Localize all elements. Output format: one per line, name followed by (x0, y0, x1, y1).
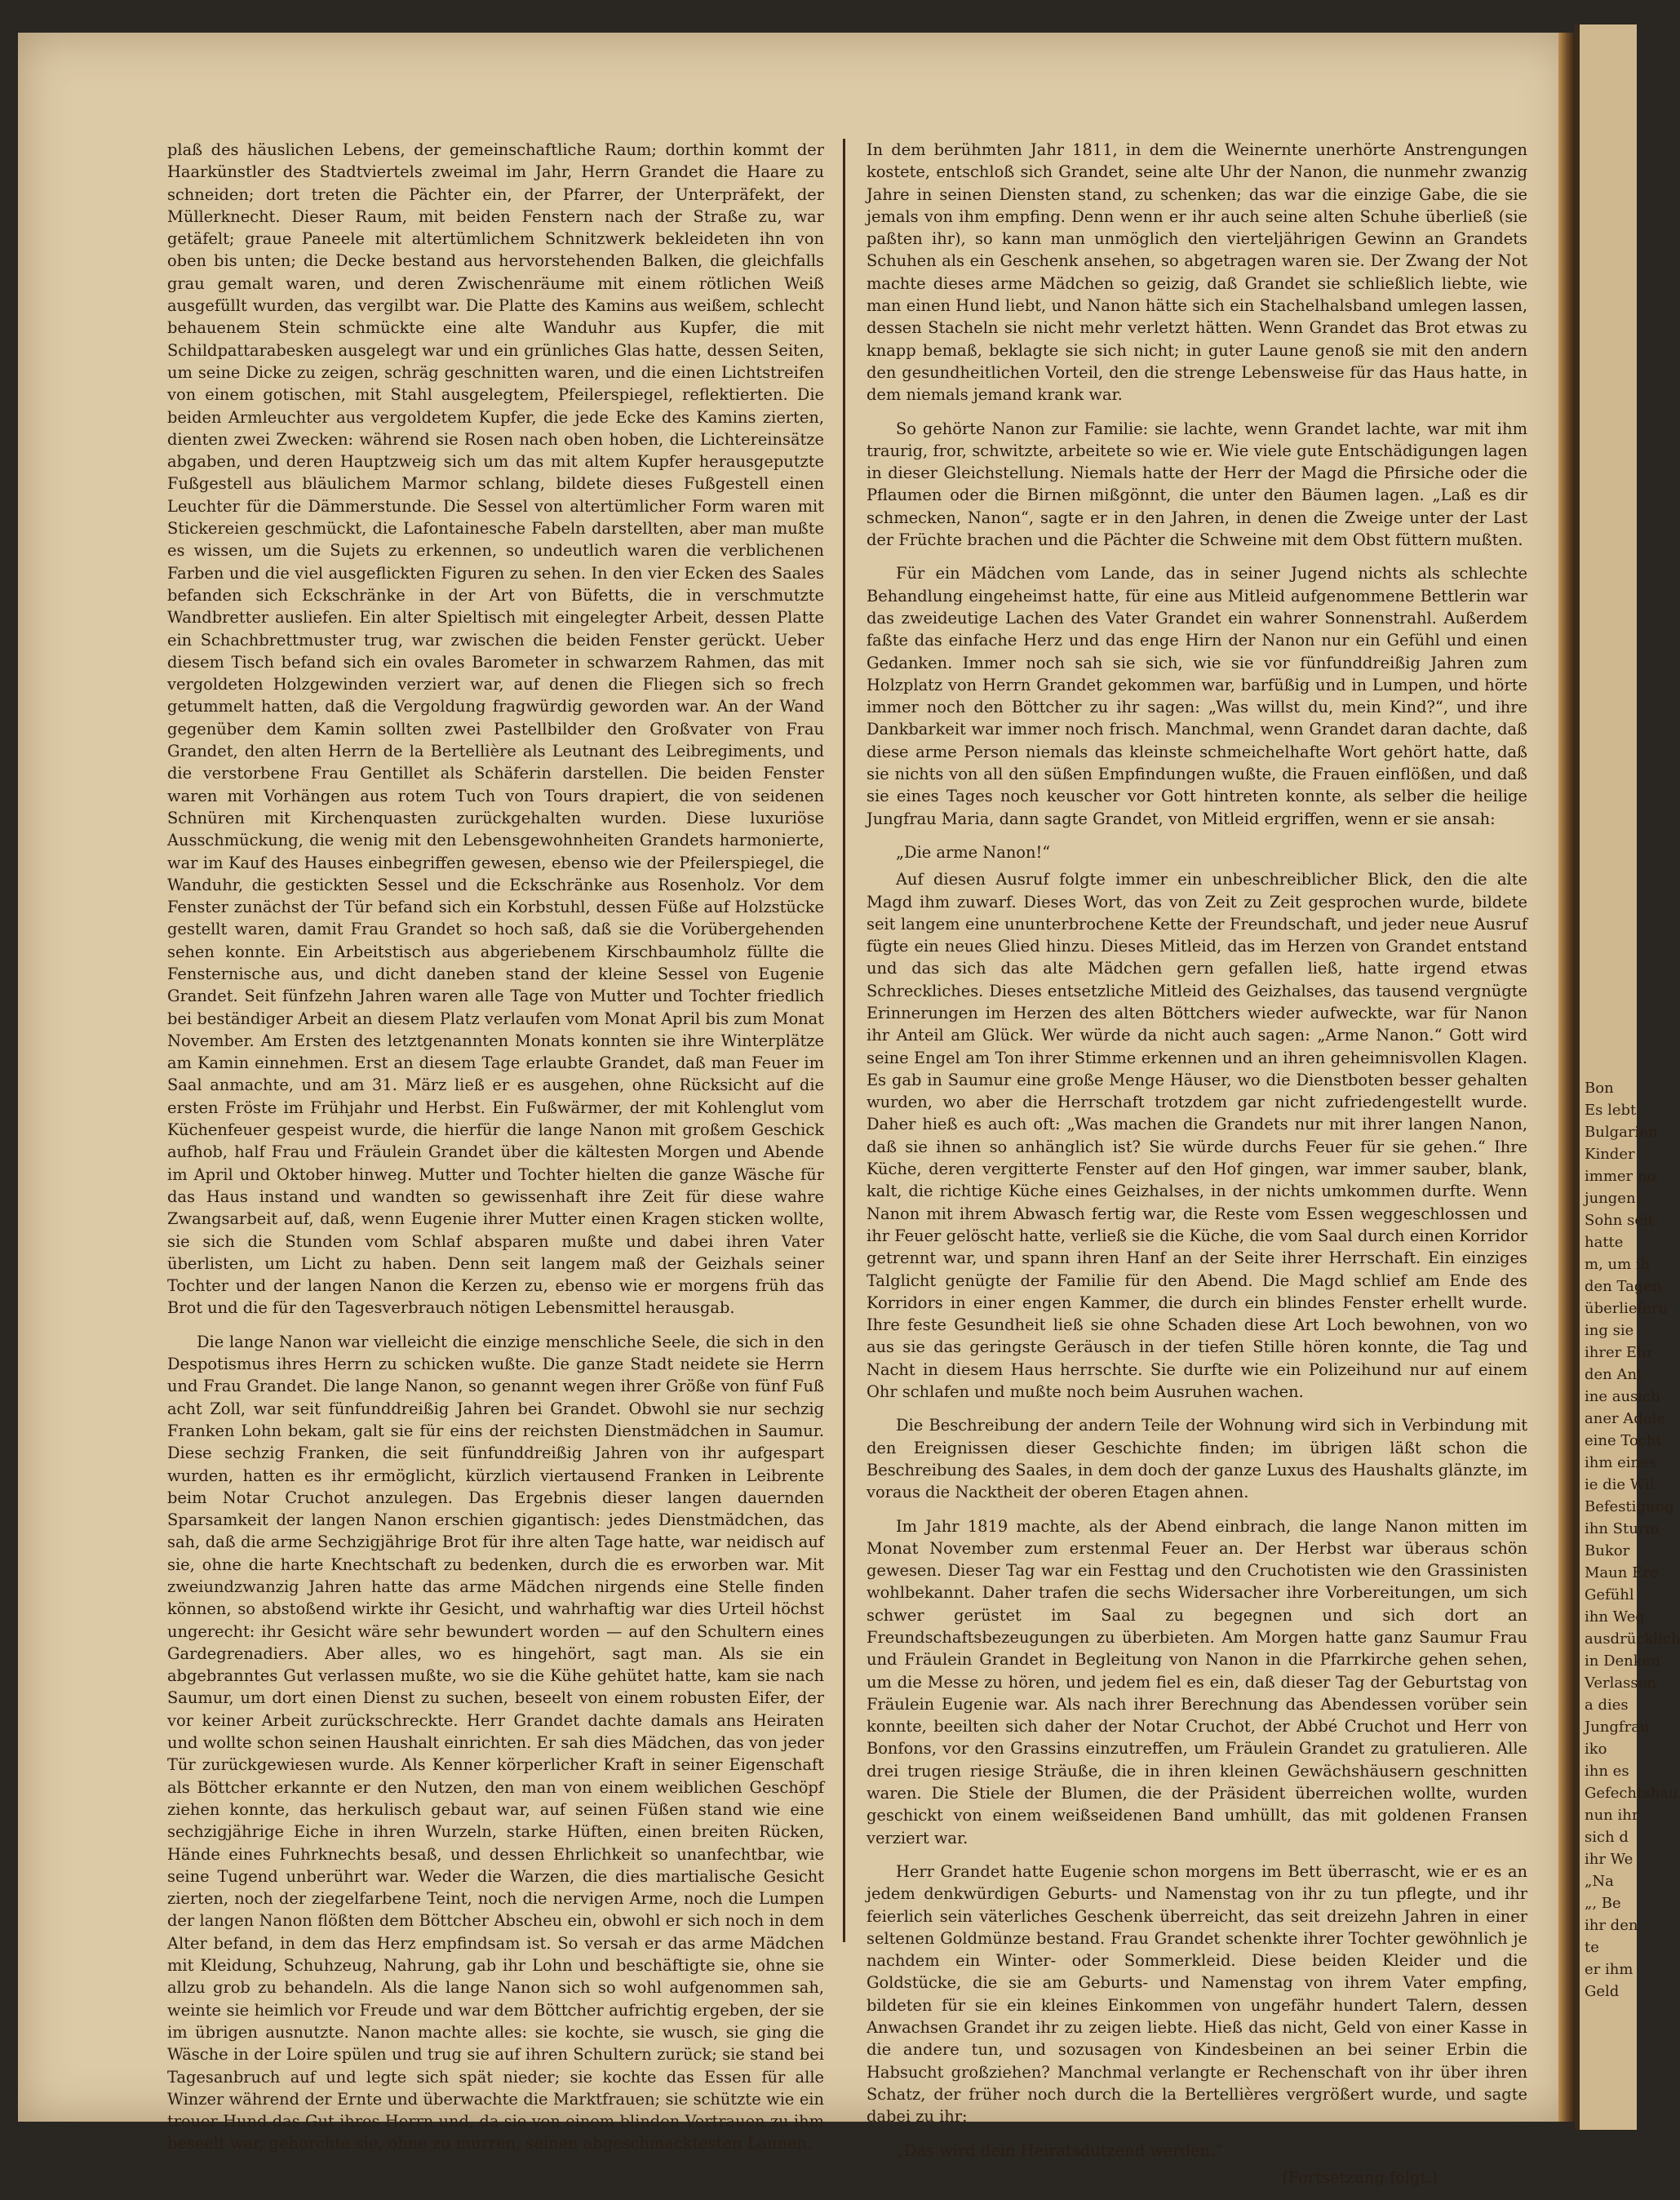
quote-arme-nanon: „Die arme Nanon!“ (896, 842, 1051, 862)
adjacent-page-fragment: Es lebt (1585, 1102, 1637, 1119)
right-paragraph-2: So gehörte Nanon zur Familie: sie lachte, wenn Grandet lachte, war mit ihm traurig, fror, schwitzte, arbeitete so wie er. Wie viele gute Entschädigungen lagen in dieser Gleichstellung. Niemals hatte der Herr der Magd die Pfirsiche oder die Pflaumen oder die Birnen mißgönnt, die unter den Bäumen lagen. „Laß es dir schmecken, Nanon“, sagte er in den Jahren, in denen die Zweige unter der Last der Früchte brachen und die Pächter die Schweine mit dem Obst füttern mußten. (867, 419, 1527, 550)
adjacent-page-fragment: ihn Sturm (1585, 1520, 1660, 1537)
adjacent-page-fragment: überlieferu (1585, 1300, 1669, 1317)
left-paragraph-2: Die lange Nanon war vielleicht die einzige menschliche Seele, die sich in den Despotismus ihres Herrn zu schicken wußte. Die ganze Stadt neidete sie Herrn und Frau Grandet. Die lange Nanon, so genannt wegen ihrer Größe von fünf Fuß acht Zoll, war seit fünfunddreißig Jahren bei Grandet. Obwohl sie nur sechzig Franken Lohn bekam, galt sie für eins der reichsten Dienstmädchen in Saumur. Diese sechzig Franken, die seit fünfunddreißig Jahren von ihr aufgespart wurden, hatten es ihr ermöglicht, kürzlich viertausend Franken in Leibrente beim Notar Cruchot anzulegen. Das Ergebnis dieser langen dauernden Sparsamkeit der langen Nanon erschien gigantisch: jedes Dienstmädchen, das sah, daß die arme Sechzigjährige Brot für ihre alten Tage hatte, war neidisch auf sie, ohne die harte Knechtschaft zu bedenken, durch die es erworben war. Mit zweiundzwanzig Jahren hatte das arme Mädchen nirgends eine Stelle finden können, so abstoßend wirkte ihr Gesicht, und wahrhaftig war dies Urteil höchst ungerecht: ihr Gesicht wäre sehr bewundert worden — auf den Schultern eines Gardegrenadiers. Aber alles, wo es hingehört, sagt man. Als sie ein abgebranntes Gut verlassen mußte, wo sie die Kühe gehütet hatte, kam sie nach Saumur, um dort einen Dienst zu suchen, beseelt von einem robusten Eifer, der vor keiner Arbeit zurückschreckte. Herr Grandet dachte damals ans Heiraten und wollte schon seinen Haushalt einrichten. Er sah dies Mädchen, das von jeder Tür zurückgewiesen wurde. Als Kenner körperlicher Kraft in seiner Eigenschaft als Böttcher erkannte er den Nutzen, den man von einem weiblichen Geschöpf ziehen konnte, das herkulisch gebaut war, auf seinen Füßen stand wie eine sechzigjährige Eiche in ihren Wurzeln, starke Hüften, einen breiten Rücken, Hände eines Fuhrknechts besaß, und dessen Ehrlichkeit so unanfechtbar, wie seine Tugend unberührt war. Weder die Warzen, die dies martialische Gesicht zierten, noch der ziegelfarbene Teint, noch die nervigen Arme, noch die Lumpen der langen Nanon flößten dem Böttcher Abscheu ein, obwohl er sich noch in dem Alter befand, in dem das Herz empfindsam ist. So versah er das arme Mädchen mit Kleidung, Schuhzeug, Nahrung, gab ihr Lohn und beschäftigte sie, ohne sie allzu grob zu behandeln. Als die lange Nanon sich so wohl aufgenommen sah, weinte sie heimlich vor Freude und war dem Böttcher aufrichtig ergeben, der sie im übrigen ausnutzte. Nanon machte alles: sie kochte, sie wusch, sie ging die Wäsche in der Loire spülen und trug sie auf ihren Schultern zurück; sie stand bei Tagesanbruch auf und legte sich spät nieder; sie kochte das Essen für alle Winzer während der Ernte und überwachte die Marktfrauen; sie schützte wie ein treuer Hund das Gut ihres Herrn und, da sie von einem blinden Vertrauen zu ihm beseelt war, gehorchte sie, ohne zu murren, seinen abgeschmacktesten Launen. (167, 1332, 824, 2153)
adjacent-page-fragment: sich d (1585, 1829, 1629, 1846)
column-divider (843, 139, 845, 1942)
adjacent-page-fragment: er ihm (1585, 1961, 1633, 1978)
adjacent-page-fragment: Sohn seit (1585, 1212, 1654, 1229)
left-column (167, 139, 824, 2167)
adjacent-page-fragment: „Na (1585, 1873, 1614, 1890)
adjacent-page-fragment: ihn es (1585, 1763, 1629, 1780)
adjacent-page-fragment: in Denken (1585, 1652, 1660, 1670)
adjacent-page-fragment: aner Adele (1585, 1410, 1665, 1427)
book-binding (1558, 33, 1576, 2122)
adjacent-page-fragment: ihn Weg (1585, 1608, 1645, 1626)
adjacent-page-fragment: Kinder (1585, 1146, 1635, 1163)
quote-heiratsdutzend: „Das wird dein Heiratsdutzend werden.“ (896, 2140, 1224, 2160)
adjacent-page-fragment: ihr We (1585, 1851, 1633, 1868)
adjacent-page-fragment: ihrer Ehr (1585, 1344, 1654, 1361)
adjacent-page-fragment: Bulgarien (1585, 1124, 1658, 1141)
adjacent-page-fragment: den Tagen (1585, 1278, 1662, 1295)
right-paragraph-3: Für ein Mädchen vom Lande, das in seiner Jugend nichts als schlechte Behandlung eingeheimst hatte, für eine aus Mitleid aufgenommene Bettlerin war das zweideutige Lachen des Vater Grandet ein wahrer Sonnenstrahl. Außerdem faßte das einfache Herz und das enge Hirn der Nanon nur ein Gefühl und einen Gedanken. Immer noch sah sie sich, wie sie vor fünfunddreißig Jahren zum Holzplatz von Herrn Grandet gekommen war, barfüßig und in Lumpen, und hörte immer noch den Böttcher zu ihr sagen: „Was willst du, mein Kind?“, und ihre Dankbarkeit war immer noch frisch. Manchmal, wenn Grandet daran dachte, daß diese arme Person niemals das kleinste schmeichelhafte Wort gehört hatte, daß sie nichts von all den süßen Empfindungen wußte, die Frauen einflößen, und daß sie eines Tages noch keuscher vor Gott hintreten konnte, als selber die heilige Jungfrau Maria, dann sagte Grandet, von Mitleid ergriffen, wenn er sie ansah: (867, 564, 1527, 828)
adjacent-page-fragment: Bukor (1585, 1542, 1630, 1559)
adjacent-page-fragment: „, Be (1585, 1895, 1621, 1912)
left-paragraph-1: plaß des häuslichen Lebens, der gemeinschaftliche Raum; dorthin kommt der Haarkünstler des Stadtviertels zweimal im Jahr, Herrn Grandet die Haare zu schneiden; dort treten die Pächter ein, der Pfarrer, der Unterpräfekt, der Müllerknecht. Dieser Raum, mit beiden Fenstern nach der Straße zu, war getäfelt; graue Paneele mit altertümlichem Schnitzwerk bekleideten ihn von oben bis unten; die Decke bestand aus hervorstehenden Balken, die gleichfalls grau gemalt waren, und deren Zwischenräume mit einem rötlichen Weiß ausgefüllt wurden, das vergilbt war. Die Platte des Kamins aus weißem, schlecht behauenem Stein schmückte eine alte Wanduhr aus Kupfer, die mit Schildpattarabesken ausgelegt war und ein grünliches Glas hatte, dessen Seiten, um seine Dicke zu zeigen, schräg geschnitten waren, und die einen Lichtstreifen von einem gotischen, mit Stahl ausgelegtem, Pfeilerspiegel, reflektierten. Die beiden Armleuchter aus vergoldetem Kupfer, die jede Ecke des Kamins zierten, dienten zwei Zwecken: während sie Rosen nach oben hoben, die Lichtereinsätze abgaben, und deren Hauptzweig sich um das mit altem Kupfer herausgeputzte Fußgestell aus bläulichem Marmor schlang, bildete dieses Fußgestell einen Leuchter für die Dämmerstunde. Die Sessel von altertümlicher Form waren mit Stickereien geschmückt, die Lafontainesche Fabeln darstellten, aber man mußte es wissen, um die Sujets zu erkennen, so undeutlich waren die verblichenen Farben und die viel ausgeflickten Figuren zu sehen. In den vier Ecken des Saales befanden sich Eckschränke in der Art von Büfetts, die in verschmutzte Wandbretter ausliefen. Ein alter Spieltisch mit eingelegter Arbeit, dessen Platte ein Schachbrettmuster trug, war zwischen die beiden Fenster gerückt. Ueber diesem Tisch befand sich ein ovales Barometer in schwarzem Rahmen, das mit vergoldeten Holzgewinden verziert war, auf denen die Fliegen sich so frech getummelt hatten, daß die Vergoldung fragwürdig geworden war. An der Wand gegenüber dem Kamin sollten zwei Pastellbilder den Großvater von Frau Grandet, den alten Herrn de la Bertellière als Leutnant des Leibregiments, und die verstorbene Frau Gentillet als Schäferin darstellen. Die beiden Fenster waren mit Vorhängen aus rotem Tuch von Tours drapiert, die von seidenen Schnüren mit Kirchenquasten zurückgehalten wurden. Diese luxuriöse Ausschmückung, die wenig mit den Lebensgewohnheiten Grandets harmonierte, war im Kauf des Hauses einbegriffen gewesen, ebenso wie der Pfeilerspiegel, die Wanduhr, die gestickten Sessel und die Eckschränke aus Rosenholz. Vor dem Fenster zunächst der Tür befand sich ein Korbstuhl, dessen Füße auf Holzstücke gestellt waren, damit Frau Grandet so hoch saß, daß sie die Vorübergehenden sehen konnte. Ein Arbeitstisch aus abgeriebenem Kirschbaumholz füllte die Fensternische aus, und dicht daneben stand der kleine Sessel von Eugenie Grandet. Seit fünfzehn Jahren waren alle Tage von Mutter und Tochter friedlich bei beständiger Arbeit an diesem Platz verlaufen vom Monat April bis zum Monat November. Am Ersten des letztgenannten Monats konnten sie ihre Winterplätze am Kamin einnehmen. Erst an diesem Tage erlaubte Grandet, daß man Feuer im Saal anmachte, und am 31. März ließ er es ausgehen, ohne Rücksicht auf die ersten Fröste im Frühjahr und Herbst. Ein Fußwärmer, der mit Kohlenglut vom Küchenfeuer gespeist wurde, die hierfür die lange Nanon mit großem Geschick aufhob, half Frau und Fräulein Grandet über die kältesten Morgen und Abende im April und Oktober hinweg. Mutter und Tochter hielten die ganze Wäsche für das Haus instand und wandten so gewissenhaft ihre Zeit für diese wahre Zwangsarbeit auf, daß, wenn Eugenie ihrer Mutter einen Kragen sticken wollte, sie sich die Stunden vom Schlaf absparen mußte und dabei ihren Vater überlisten, um Licht zu haben. Denn seit langem maß der Geizhals seiner Tochter und der langen Nanon die Kerzen zu, ebenso wie er morgens früh das Brot und die für den Tagesverbrauch nötigen Lebensmittel herausgab. (167, 140, 824, 1318)
adjacent-page-fragment: Bon (1585, 1080, 1614, 1097)
adjacent-page-fragment: ie die Wil (1585, 1476, 1655, 1493)
adjacent-page-fragment: hatte (1585, 1234, 1624, 1251)
adjacent-page-fragment: te (1585, 1939, 1599, 1956)
adjacent-page-fragment: nun ihr (1585, 1807, 1639, 1824)
adjacent-page-fragment: Befestigung (1585, 1498, 1674, 1515)
adjacent-page-fragment: den Ant (1585, 1366, 1643, 1383)
adjacent-page-fragment: ausdrücklich (1585, 1630, 1680, 1648)
adjacent-page-fragment: eine Tocht (1585, 1432, 1662, 1449)
right-column (867, 139, 1527, 2200)
adjacent-page-fragment: iko (1585, 1741, 1607, 1758)
adjacent-page-fragment: Jungfrau (1585, 1719, 1650, 1736)
adjacent-page-fragment: ine ausich (1585, 1388, 1660, 1405)
adjacent-page-fragments (1580, 1077, 1680, 2003)
continuation-note: (Fortsetzung folgt.) (1282, 2167, 1438, 2187)
right-paragraph-7: Herr Grandet hatte Eugenie schon morgens im Bett überrascht, wie er es an jedem denkwürdigen Geburts- und Namenstag von ihr zu tun pflegte, und ihr feierlich sein väterliches Geschenk überreicht, das seit dreizehn Jahren in einer seltenen Goldmünze bestand. Frau Grandet schenkte ihrer Tochter gewöhnlich je nachdem ein Winter- oder Sommerkleid. Diese beiden Kleider und die Goldstücke, die sie am Geburts- und Namenstag von ihrem Vater empfing, bildeten für sie ein kleines Einkommen von ungefähr hundert Talern, dessen Anwachsen Grandet ihr zu zeigen liebte. Hieß das nicht, Geld von einer Kasse in die andere tun, und sozusagen von Kindesbeinen an bei seiner Erbin die Habsucht großziehen? Manchmal verlangte er Rechenschaft von ihr über ihren Schatz, der früher noch durch die la Bertellières vergrößert wurde, und sagte dabei zu ihr: (867, 1861, 1527, 2127)
adjacent-page-edge (1575, 24, 1680, 2130)
adjacent-page-fragment: ihr den (1585, 1917, 1638, 1934)
right-paragraph-1: In dem berühmten Jahr 1811, in dem die Weinernte unerhörte Anstrengungen kostete, entschloß sich Grandet, seine alte Uhr der Nanon, die nunmehr zwanzig Jahre in seinen Diensten stand, zu schenken; das war die einzige Gabe, die sie jemals von ihm empfing. Denn wenn er ihr auch seine alten Schuhe überließ (sie paßten ihr), so kann man unmöglich den vierteljährigen Gewinn an Grandets Schuhen als ein Geschenk ansehen, so abgetragen waren sie. Der Zwang der Not machte dieses arme Mädchen so geizig, daß Grandet sie schließlich liebte, wie man einen Hund liebt, und Nanon hätte sich ein Stachelhalsband umlegen lassen, dessen Stacheln sie nicht mehr verletzt hätten. Wenn Grandet das Brot etwas zu knapp bemaß, beklagte sie sich nicht; in guter Laune genoß sie mit den andern den gesundheitlichen Vorteil, den die strenge Lebensweise für das Haus hatte, in dem niemals jemand krank war. (867, 140, 1527, 405)
right-paragraph-5: Die Beschreibung der andern Teile der Wohnung wird sich in Verbindung mit den Ereignissen dieser Geschichte finden; im übrigen läßt schon die Beschreibung des Saales, in dem doch der ganze Luxus des Haushalts glänzte, im voraus die Nacktheit der oberen Etagen ahnen. (867, 1416, 1527, 1502)
adjacent-page-fragment: Gefechtshau (1585, 1785, 1678, 1802)
adjacent-page-fragment: m, um ih (1585, 1256, 1651, 1273)
adjacent-page-fragment: ing sie (1585, 1322, 1634, 1339)
adjacent-page-fragment: immer no (1585, 1168, 1656, 1185)
adjacent-page-fragment: Maun Ere (1585, 1564, 1659, 1581)
adjacent-page-fragment: jungen (1585, 1190, 1636, 1207)
right-paragraph-4: Auf diesen Ausruf folgte immer ein unbeschreiblicher Blick, den die alte Magd ihm zuwarf. Dieses Wort, das von Zeit zu Zeit gesprochen wurde, bildete seit langem eine ununterbrochene Kette der Freundschaft, und jeder neue Ausruf fügte ein neues Glied hinzu. Dieses Mitleid, das im Herzen von Grandet entstand und das sich das alte Mädchen gern gefallen ließ, hatte irgend etwas Schreckliches. Dieses entsetzliche Mitleid des Geizhalses, das tausend vergnügte Erinnerungen im Herzen des alten Böttchers wieder aufweckte, war für Nanon ihr Anteil am Glück. Wer würde da nicht auch sagen: „Arme Nanon.“ Gott wird seine Engel am Ton ihrer Stimme erkennen und an ihren geheimnisvollen Klagen. Es gab in Saumur eine große Menge Häuser, wo die Dienstboten besser gehalten wurden, wo aber die Herrschaft trotzdem gar nicht zufriedengestellt wurde. Daher hieß es auch oft: „Was machen die Grandets nur mit ihrer langen Nanon, daß sie ihnen so anhänglich ist? Sie würde durchs Feuer für sie gehen.“ Ihre Küche, deren vergitterte Fenster auf den Hof gingen, war immer sauber, blank, kalt, die richtige Küche eines Geizhalses, in der nichts umkommen durfte. Wenn Nanon mit ihrem Abwasch fertig war, die Reste vom Essen weggeschlossen und ihr Feuer gelöscht hatte, verließ sie die Küche, die vom Saal durch einen Korridor getrennt war, und spann ihren Hanf an der Seite ihrer Herrschaft. Ein einziges Talglicht genügte der Familie für den Abend. Die Magd schlief am Ende des Korridors in einer engen Kammer, die durch ein blindes Fenster erhellt wurde. Ihre feste Gesundheit ließ sie ohne Schaden diese Art Loch bewohnen, von wo aus sie das geringste Geräusch in der tiefen Stille hören konnte, die Tag und Nacht in diesem Haus herrschte. Sie durfte wie ein Polizeihund nur auf einem Ohr schlafen und mußte noch beim Ausruhen wachen. (867, 870, 1527, 1402)
adjacent-page-fragment: Gefühl (1585, 1586, 1634, 1603)
adjacent-page-fragment: ihm eines (1585, 1454, 1657, 1471)
adjacent-page-fragment: a dies (1585, 1697, 1629, 1714)
adjacent-page-fragment: Verlassen (1585, 1674, 1656, 1692)
right-paragraph-6: Im Jahr 1819 machte, als der Abend einbrach, die lange Nanon mitten im Monat November zum erstenmal Feuer an. Der Herbst war überaus schön gewesen. Dieser Tag war ein Festtag und den Cruchotisten wie den Grassinisten wohlbekannt. Daher trafen die sechs Widersacher ihre Vorbereitungen, um sich schwer gerüstet im Saal zu begegnen und sich dort an Freundschaftsbezeugungen zu überbieten. Am Morgen hatte ganz Saumur Frau und Fräulein Grandet in Begleitung von Nanon in die Pfarrkirche gehen sehen, um die Messe zu hören, und jedem fiel es ein, daß dieser Tag der Geburtstag von Fräulein Eugenie war. Als nach ihrer Berechnung das Abendessen vorüber sein konnte, beeilten sich daher der Notar Cruchot, der Abbé Cruchot und Herr von Bonfons, vor den Grassins einzutreffen, um Fräulein Grandet zu gratulieren. Alle drei trugen riesige Sträuße, die in ihren kleinen Gewächshäusern geschnitten waren. Die Stiele der Blumen, die der Präsident überreichen wollte, wurden geschickt von einem weißseidenen Band umhüllt, das mit goldenen Fransen verziert war. (867, 1516, 1527, 1847)
adjacent-page-fragment: Geld (1585, 1983, 1620, 2000)
